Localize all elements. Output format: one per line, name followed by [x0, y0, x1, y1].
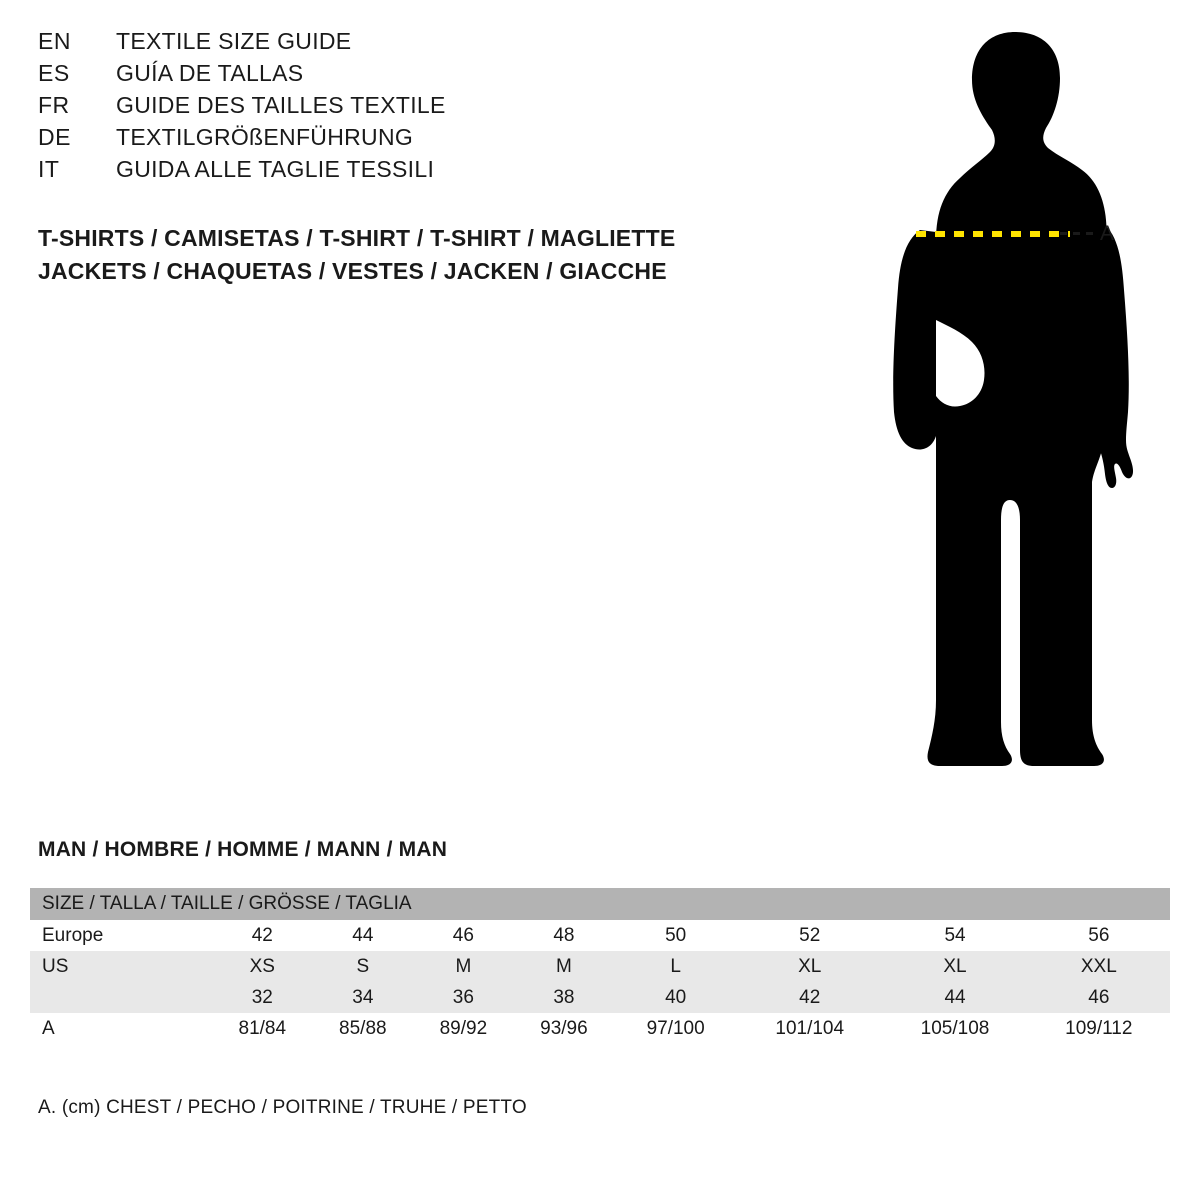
language-code: ES [38, 60, 70, 86]
table-cell: 50 [614, 920, 737, 951]
product-category-block [38, 222, 838, 288]
body-silhouette-svg [820, 20, 1180, 800]
table-cell: 44 [313, 920, 414, 951]
table-row [30, 1013, 1170, 1044]
language-row [38, 92, 798, 124]
table-cell: 42 [737, 982, 882, 1013]
size-table [30, 888, 1170, 1044]
table-cell: L [614, 951, 737, 982]
male-body-silhouette-illustration [820, 20, 1180, 800]
table-cell: 81/84 [212, 1013, 313, 1044]
language-row [38, 60, 798, 92]
table-header-label: SIZE / TALLA / TAILLE / GRÖSSE / TAGLIA [30, 888, 1170, 920]
table-cell: 101/104 [737, 1013, 882, 1044]
table-cell: M [413, 951, 514, 982]
row-label: US [30, 951, 212, 982]
table-cell: XL [882, 951, 1027, 982]
table-cell: 85/88 [313, 1013, 414, 1044]
language-header-block [38, 28, 798, 188]
table-cell: S [313, 951, 414, 982]
table-cell: XL [737, 951, 882, 982]
table-section-title: MAN / HOMBRE / HOMME / MANN / MAN [38, 838, 448, 861]
table-cell: 109/112 [1028, 1013, 1170, 1044]
table-row [30, 920, 1170, 951]
table-cell: 54 [882, 920, 1027, 951]
table-cell: 40 [614, 982, 737, 1013]
table-cell: XXL [1028, 951, 1170, 982]
language-text: GUIDE DES TAILLES TEXTILE [116, 92, 446, 118]
silhouette-shape [893, 32, 1133, 766]
language-code: EN [38, 28, 71, 54]
language-row [38, 156, 798, 188]
language-row [38, 124, 798, 156]
table-cell: 56 [1028, 920, 1170, 951]
table-cell: 89/92 [413, 1013, 514, 1044]
table-cell: 44 [882, 982, 1027, 1013]
table-cell: 38 [514, 982, 615, 1013]
table-row [30, 951, 1170, 982]
table-cell: 48 [514, 920, 615, 951]
product-category-line: JACKETS / CHAQUETAS / VESTES / JACKEN / GIACCHE [38, 258, 667, 284]
language-code: IT [38, 156, 60, 182]
language-text: TEXTILE SIZE GUIDE [116, 28, 352, 54]
table-cell: 36 [413, 982, 514, 1013]
row-label: Europe [30, 920, 212, 951]
table-header-row [30, 888, 1170, 920]
language-row [38, 28, 798, 60]
language-text: GUIDA ALLE TAGLIE TESSILI [116, 156, 435, 182]
row-label: A [30, 1013, 212, 1044]
table-cell: M [514, 951, 615, 982]
table-cell: 46 [413, 920, 514, 951]
language-text: GUÍA DE TALLAS [116, 60, 304, 86]
table-cell: 34 [313, 982, 414, 1013]
table-row [30, 982, 1170, 1013]
table-cell: 52 [737, 920, 882, 951]
table-cell: 42 [212, 920, 313, 951]
product-category-line: T-SHIRTS / CAMISETAS / T-SHIRT / T-SHIRT / MAGLIETTE [38, 225, 676, 251]
row-label [30, 982, 212, 1013]
table-cell: 97/100 [614, 1013, 737, 1044]
table-cell: 46 [1028, 982, 1170, 1013]
table-cell: 93/96 [514, 1013, 615, 1044]
language-text: TEXTILGRÖßENFÜHRUNG [116, 124, 414, 150]
table-cell: 32 [212, 982, 313, 1013]
language-code: FR [38, 92, 70, 118]
language-code: DE [38, 124, 71, 150]
table-footnote: A. (cm) CHEST / PECHO / POITRINE / TRUHE / PETTO [38, 1097, 527, 1118]
measure-leader-dashes [1060, 232, 1094, 235]
measure-label-a: A [1100, 222, 1115, 245]
table-cell: XS [212, 951, 313, 982]
table-cell: 105/108 [882, 1013, 1027, 1044]
